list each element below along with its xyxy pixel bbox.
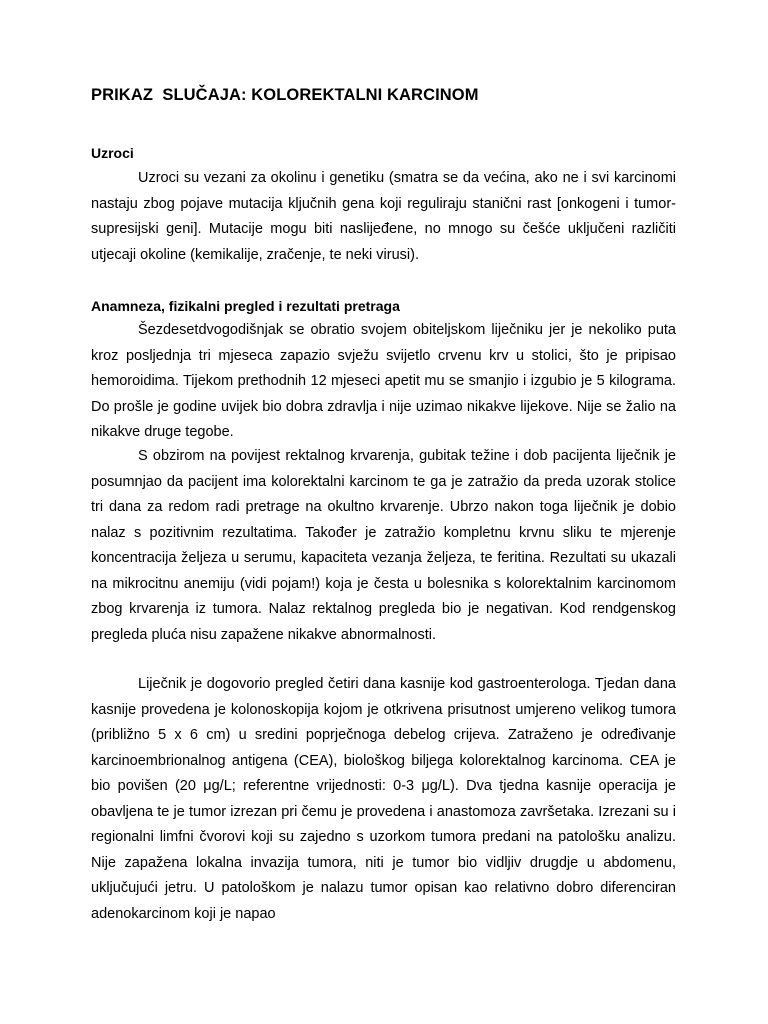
paragraph-anamneza-2: S obzirom na povijest rektalnog krvarenja, gubitak težine i dob pacijenta liječnik je posumnjao da pacijent ima kolorektalni karcinom te ga je zatražio da preda uzorak stolice tri dana za redom radi pretrage na okultno krvarenje. Ubrzo nakon toga liječnik je dobio nalaz s pozitivnim rezultatima. Također je zatražio kompletnu krvnu sliku te mjerenje koncentracija željeza u serumu, kapaciteta vezanja željeza, te feritina. Rezultati su ukazali na mikrocitnu anemiju (vidi pojam!) koja je česta u bolesnika s kolorektalnim karcinomom zbog krvarenja iz tumora. Nalaz rektalnog pregleda bio je negativan. Kod rendgenskog pregleda pluća nisu zapažene nikakve abnormalnosti.: [91, 448, 676, 643]
document-title: PRIKAZ SLUČAJA: KOLOREKTALNI KARCINOM: [91, 86, 479, 104]
paragraph-anamneza-1: Šezdesetdvogodišnjak se obratio svojem obiteljskom liječniku jer je nekoliko puta kroz posljednja tri mjeseca zapazio svježu svijetlo crvenu krv u stolici, što je pripisao hemoroidima. Tijekom prethodnih 12 mjeseci apetit mu se smanjio i izgubio je 5 kilograma. Do prošle je godine uvijek bio dobra zdravlja i nije uzimao nikakve lijekove. Nije se žalio na nikakve druge tegobe.: [91, 322, 676, 440]
paragraph-uzroci: Uzroci su vezani za okolinu i genetiku (smatra se da većina, ako ne i svi karcinomi nastaju zbog pojave mutacija ključnih gena koji reguliraju stanični rast [onkogeni i tumor-supresijski geni]. Mutacije mogu biti naslijeđene, no mnogo su češće uključeni različiti utjecaji okoline (kemikalije, zračenje, te neki virusi).: [91, 170, 676, 263]
section-heading-anamneza: Anamneza, fizikalni pregled i rezultati pretraga: [91, 298, 400, 314]
section-heading-uzroci: Uzroci: [91, 145, 134, 161]
paragraph-anamneza-3: Liječnik je dogovorio pregled četiri dana kasnije kod gastroenterologa. Tjedan dana kasnije provedena je kolonoskopija kojom je otkrivena prisutnost umjereno velikog tumora (približno 5 x 6 cm) u sredini poprječnoga debelog crijeva. Zatraženo je određivanje karcinoembrionalnog antigena (CEA), biološkog biljega kolorektalnog karcinoma. CEA je bio povišen (20 μg/L; referentne vrijednosti: 0-3 μg/L). Dva tjedna kasnije operacija je obavljena te je tumor izrezan pri čemu je provedena i anastomoza završetaka. Izrezani su i regionalni limfni čvorovi koji su zajedno s uzorkom tumora predani na patološku analizu. Nije zapažena lokalna invazija tumora, niti je tumor bio vidljiv drugdje u abdomenu, uključujući jetru. U patološkom je nalazu tumor opisan kao relativno dobro diferenciran adenokarcinom koji je napao: [91, 676, 676, 922]
